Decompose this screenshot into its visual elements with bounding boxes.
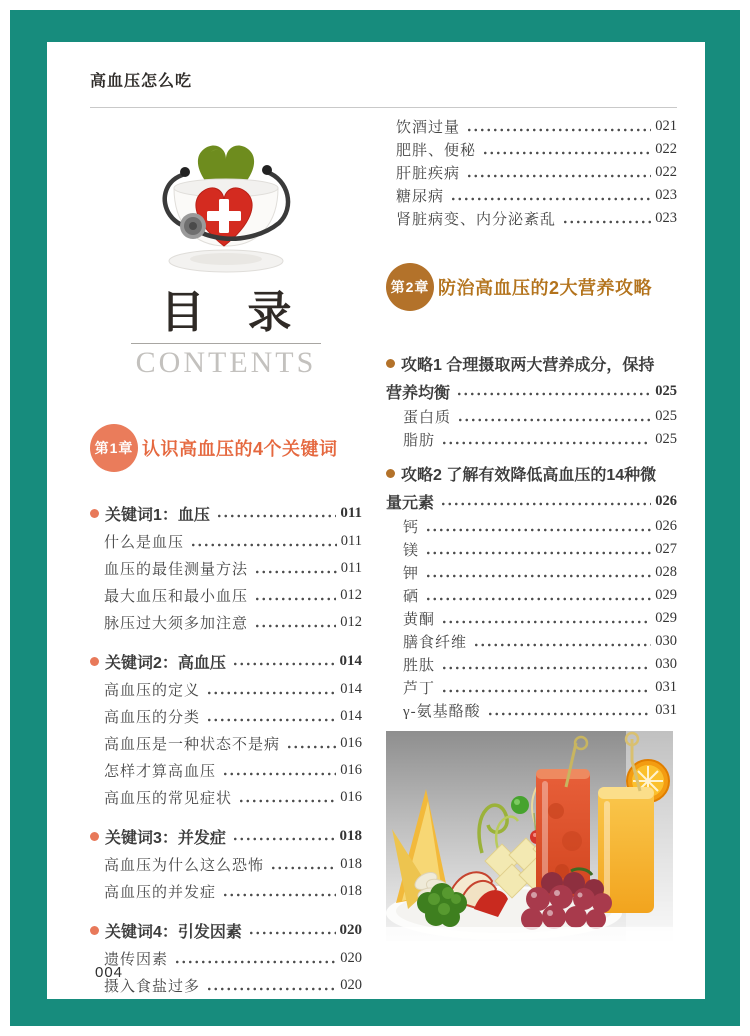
chapter1-title: 认识高血压的4个关键词	[142, 439, 338, 459]
item-label: 血压的最佳测量方法	[104, 562, 249, 578]
carryover-entries	[386, 115, 677, 230]
item-page-number: 029	[655, 610, 677, 626]
toc-section-header	[90, 821, 362, 851]
dot-leader	[174, 960, 336, 964]
toc-section-header-line2	[386, 487, 677, 515]
item-page-number: 030	[655, 656, 677, 672]
chapter2-title: 防治高血压的2大营养攻略	[438, 278, 653, 298]
toc-section-header-line1	[386, 349, 677, 377]
dot-leader	[238, 799, 336, 803]
toc-section-header	[90, 915, 362, 945]
dot-leader	[562, 220, 651, 224]
section-page-number: 011	[340, 504, 362, 521]
toc-item	[90, 730, 362, 757]
toc-item	[90, 609, 362, 636]
bullet-icon	[386, 359, 395, 368]
toc-item	[90, 757, 362, 784]
item-page-number: 018	[340, 883, 362, 899]
item-page-number: 014	[340, 681, 362, 697]
item-page-number: 020	[340, 977, 362, 993]
toc-section-header-line2	[386, 377, 677, 405]
item-page-number: 014	[340, 708, 362, 724]
dot-leader	[254, 597, 336, 601]
fruit-juice-photo	[386, 731, 673, 941]
dot-leader	[457, 418, 651, 422]
section-label-line2: 量元素	[386, 494, 435, 512]
section-label-line2: 营养均衡	[386, 384, 451, 402]
dot-leader	[425, 574, 651, 578]
toc-section-items	[90, 945, 362, 999]
item-page-number: 028	[655, 564, 677, 580]
item-label: 什么是血压	[104, 535, 185, 551]
item-label: 高血压的分类	[104, 710, 201, 726]
chapter2-sections	[386, 349, 677, 722]
item-label: 肥胖、便秘	[396, 143, 477, 159]
item-page-number: 016	[340, 735, 362, 751]
toc-section	[386, 459, 677, 722]
item-page-number: 020	[340, 950, 362, 966]
item-label: 摄入食盐过多	[104, 979, 201, 995]
section-page-number: 020	[339, 921, 362, 938]
dot-leader	[254, 570, 337, 574]
toc-section	[90, 915, 362, 999]
toc-section	[90, 821, 362, 905]
toc-item	[90, 555, 362, 582]
item-page-number: 016	[340, 789, 362, 805]
toc-item	[386, 115, 677, 138]
toc-item	[90, 703, 362, 730]
item-label: 钾	[403, 566, 420, 582]
bullet-icon	[90, 926, 99, 935]
item-page-number: 023	[655, 210, 677, 226]
toc-item	[386, 207, 677, 230]
item-label: 脂肪	[403, 433, 436, 449]
dot-leader	[425, 551, 651, 555]
dot-leader	[466, 128, 651, 132]
right-column	[386, 108, 677, 999]
item-label: 最大血压和最小血压	[104, 589, 249, 605]
toc-item	[386, 676, 677, 699]
toc-section-items	[90, 676, 362, 811]
bullet-icon	[386, 469, 395, 478]
toc-item	[386, 653, 677, 676]
item-page-number: 012	[340, 614, 362, 630]
dot-leader	[441, 441, 651, 445]
item-page-number: 022	[655, 164, 677, 180]
dot-leader	[441, 620, 651, 624]
toc-section	[90, 646, 362, 811]
item-label: 脉压过大须多加注意	[104, 616, 249, 632]
item-page-number: 011	[340, 560, 362, 576]
item-label: 高血压的常见症状	[104, 791, 233, 807]
dot-leader	[450, 197, 651, 201]
dot-leader	[441, 666, 651, 670]
item-label: 芦丁	[403, 681, 436, 697]
item-page-number: 030	[655, 633, 677, 649]
item-page-number: 031	[655, 702, 677, 718]
page-body	[47, 42, 705, 999]
section-page-number: 025	[655, 382, 677, 399]
item-label: 遗传因素	[104, 952, 169, 968]
item-label: 膳食纤维	[403, 635, 468, 651]
toc-item	[386, 699, 677, 722]
chapter1-sections	[90, 498, 362, 999]
item-label: 肾脏病变、内分泌紊乱	[396, 212, 557, 228]
dot-leader	[206, 718, 336, 722]
dot-leader	[456, 392, 651, 396]
bullet-icon	[90, 832, 99, 841]
item-page-number: 025	[655, 431, 677, 447]
toc-item	[90, 851, 362, 878]
dot-leader	[425, 597, 651, 601]
toc-item	[386, 607, 677, 630]
item-page-number: 021	[655, 118, 677, 134]
item-label: 高血压的定义	[104, 683, 201, 699]
chapter1-badge: 第1章	[90, 424, 138, 472]
bullet-icon	[90, 509, 99, 518]
toc-item	[386, 584, 677, 607]
chapter1-heading	[90, 424, 362, 472]
toc-item	[386, 184, 677, 207]
item-label: 钙	[403, 520, 420, 536]
section-label: 关键词1：血压	[105, 506, 210, 524]
item-label: 镁	[403, 543, 420, 559]
section-label: 关键词2：高血压	[105, 654, 226, 672]
toc-section	[90, 498, 362, 636]
item-page-number: 018	[340, 856, 362, 872]
toc-item	[386, 515, 677, 538]
item-page-number: 027	[655, 541, 677, 557]
toc-item	[386, 161, 677, 184]
toc-item	[386, 428, 677, 451]
toc-title: 目 录	[160, 288, 308, 337]
item-label: 高血压是一种状态不是病	[104, 737, 281, 753]
toc-item	[90, 878, 362, 905]
section-label-line1: 攻略1 合理摄取两大营养成分，保持	[401, 356, 655, 374]
toc-item	[386, 138, 677, 161]
dot-leader	[441, 689, 651, 693]
toc-section-header	[90, 646, 362, 676]
dot-leader	[232, 662, 336, 666]
toc-subtitle: CONTENTS	[135, 346, 317, 379]
toc-item	[90, 676, 362, 703]
section-label: 关键词3：并发症	[105, 829, 226, 847]
item-page-number: 025	[655, 408, 677, 424]
dot-leader	[440, 502, 651, 506]
toc-item	[386, 630, 677, 653]
toc-item	[386, 405, 677, 428]
item-page-number: 026	[655, 518, 677, 534]
item-page-number: 022	[655, 141, 677, 157]
dot-leader	[248, 931, 336, 935]
dot-leader	[466, 174, 651, 178]
item-label: 黄酮	[403, 612, 436, 628]
dot-leader	[222, 772, 336, 776]
section-page-number: 026	[655, 492, 677, 509]
left-column	[90, 108, 362, 999]
dot-leader	[473, 643, 651, 647]
dot-leader	[425, 528, 651, 532]
section-label-line1: 攻略2 了解有效降低高血压的14种微	[401, 466, 657, 484]
dot-leader	[482, 151, 651, 155]
item-label: 硒	[403, 589, 420, 605]
dot-leader	[487, 712, 652, 716]
toc-section-items	[90, 528, 362, 636]
item-label: 胜肽	[403, 658, 436, 674]
dot-leader	[232, 837, 336, 841]
toc-item	[90, 784, 362, 811]
dot-leader	[222, 893, 336, 897]
section-label: 关键词4：引发因素	[105, 923, 242, 941]
toc-section-header-line1	[386, 459, 677, 487]
book-title: 高血压怎么吃	[90, 73, 193, 90]
item-label: 高血压为什么这么恐怖	[104, 858, 265, 874]
toc-section-header	[90, 498, 362, 528]
item-page-number: 023	[655, 187, 677, 203]
heart-stethoscope-illustration-icon	[141, 122, 311, 277]
item-page-number: 031	[655, 679, 677, 695]
item-label: 饮酒过量	[396, 120, 461, 136]
item-label: 肝脏疾病	[396, 166, 461, 182]
item-page-number: 011	[340, 533, 362, 549]
section-page-number: 018	[339, 827, 362, 844]
toc-item	[90, 972, 362, 999]
item-label: 蛋白质	[403, 410, 452, 426]
item-label: 高血压的并发症	[104, 885, 217, 901]
dot-leader	[206, 987, 336, 991]
item-page-number: 029	[655, 587, 677, 603]
bullet-icon	[90, 657, 99, 666]
page-number: 004	[95, 964, 124, 981]
section-page-number: 014	[339, 652, 362, 669]
dot-leader	[270, 866, 336, 870]
dot-leader	[206, 691, 336, 695]
item-label: γ-氨基酪酸	[403, 704, 481, 720]
toc-divider	[131, 343, 321, 344]
toc-section-items	[386, 405, 677, 451]
toc-item	[386, 561, 677, 584]
dot-leader	[190, 543, 337, 547]
item-page-number: 012	[340, 587, 362, 603]
toc-item	[90, 582, 362, 609]
toc-section	[386, 349, 677, 451]
dot-leader	[216, 514, 336, 518]
item-label: 怎样才算高血压	[104, 764, 217, 780]
dot-leader	[254, 624, 336, 628]
item-page-number: 016	[340, 762, 362, 778]
toc-item	[386, 538, 677, 561]
toc-section-items	[386, 515, 677, 722]
dot-leader	[286, 745, 336, 749]
toc-item	[90, 528, 362, 555]
toc-item	[90, 945, 362, 972]
item-label: 糖尿病	[396, 189, 445, 205]
toc-section-items	[90, 851, 362, 905]
chapter2-badge: 第2章	[386, 263, 434, 311]
chapter2-heading	[386, 263, 677, 311]
